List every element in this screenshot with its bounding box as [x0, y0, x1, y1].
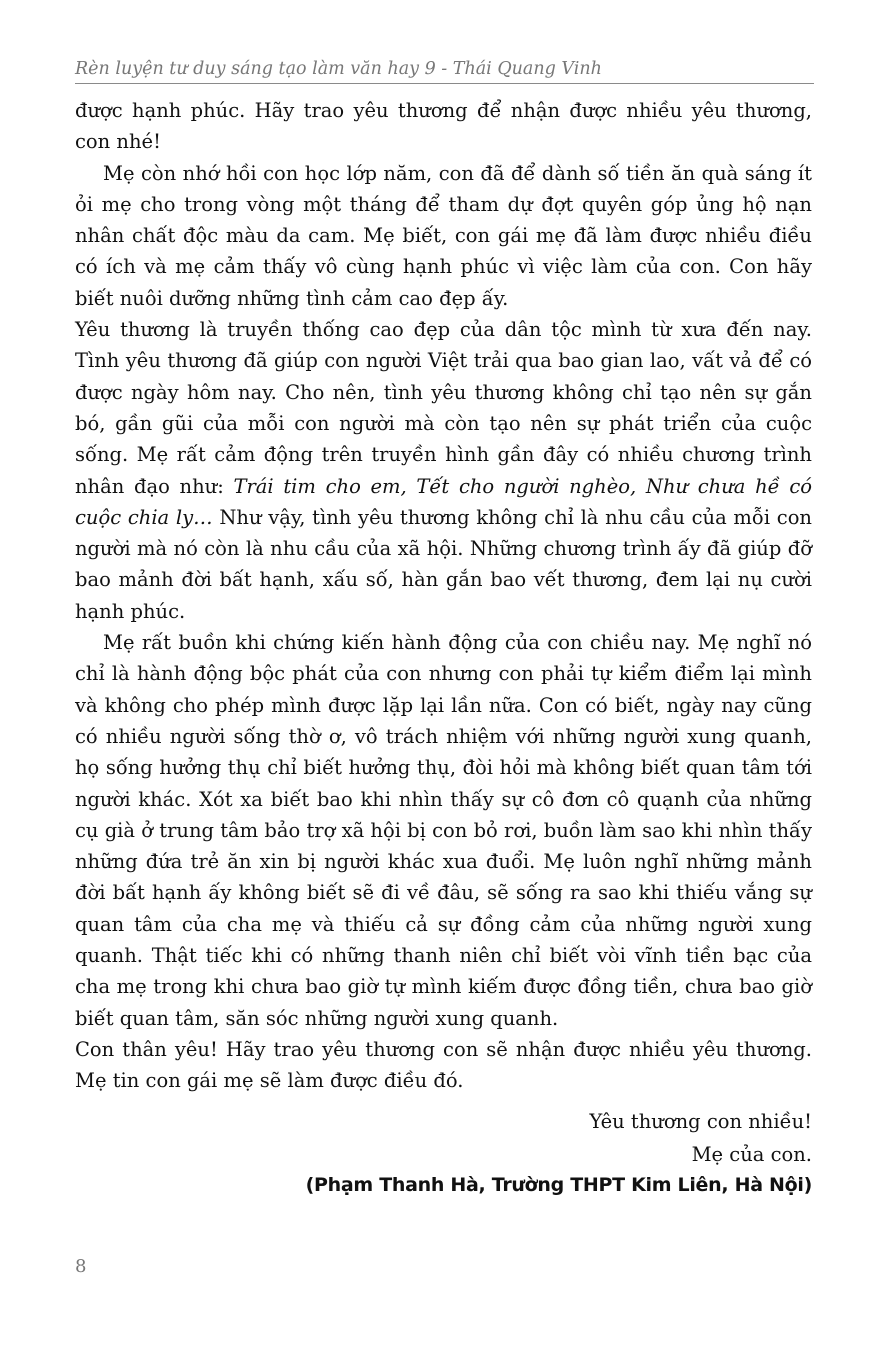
paragraph-2: Mẹ còn nhớ hồi con học lớp năm, con đã để dành số tiền ăn quà sáng ít ỏi mẹ cho trong vòng một tháng để tham dự đợt quyên góp ủng hộ nạn nhân chất độc màu da cam. Mẹ biết, con gái mẹ đã làm được nhiều điều có ích và mẹ cảm thấy vô cùng hạnh phúc vì việc làm của con. Con hãy biết nuôi dưỡng những tình cảm cao đẹp ấy. — [75, 161, 812, 310]
letter-body — [75, 95, 812, 1097]
header-rule — [75, 83, 814, 84]
paragraph-5: Con thân yêu! Hãy trao yêu thương con sẽ nhận được nhiều yêu thương. Mẹ tin con gái mẹ sẽ làm được điều đó. — [75, 1037, 812, 1093]
paragraph-3-text-a: Yêu thương là truyền thống cao đẹp của dân tộc mình từ xưa đến nay. Tình yêu thương đã giúp con người Việt trải qua bao gian lao, vất vả để có được ngày hôm nay. Cho nên, tình yêu thương không chỉ tạo nên sự gắn bó, gần gũi của mỗi con người mà còn tạo nên sự phát triển của cuộc sống. Mẹ rất cảm động trên truyền hình gần đây có nhiều chương trình nhân đạo như: — [75, 318, 812, 498]
letter-closing — [589, 1105, 812, 1171]
paragraph-4: Mẹ rất buồn khi chứng kiến hành động của con chiều nay. Mẹ nghĩ nó chỉ là hành động bộc phát của con nhưng con phải tự kiểm điểm lại mình và không cho phép mình được lặp lại lần nữa. Con có biết, ngày nay cũng có nhiều người sống thờ ơ, vô trách nhiệm với những người xung quanh, họ sống hưởng thụ chỉ biết hưởng thụ, đòi hỏi mà không biết quan tâm tới người khác. Xót xa biết bao khi nhìn thấy sự cô đơn cô quạnh của những cụ già ở trung tâm bảo trợ xã hội bị con bỏ rơi, buồn làm sao khi nhìn thấy những đứa trẻ ăn xin bị người khác xua đuổi. Mẹ luôn nghĩ những mảnh đời bất hạnh ấy không biết sẽ đi về đâu, sẽ sống ra sao khi thiếu vắng sự quan tâm của cha mẹ và thiếu cả sự đồng cảm của những người xung quanh. Thật tiếc khi có những thanh niên chỉ biết vòi vĩnh tiền bạc của cha mẹ trong khi chưa bao giờ tự mình kiếm được đồng tiền, chưa bao giờ biết quan tâm, săn sóc những người xung quanh. — [75, 631, 812, 1030]
closing-line-1: Yêu thương con nhiều! — [589, 1110, 812, 1133]
running-header: Rèn luyện tư duy sáng tạo làm văn hay 9 - Thái Quang Vinh — [75, 59, 602, 79]
program-titles: Trái tim cho em, Tết cho người nghèo, Như chưa hề có cuộc chia ly… — [75, 474, 812, 529]
paragraph-3-text-b: Như vậy, tình yêu thương không chỉ là nhu cầu của mỗi con người mà nó còn là nhu cầu của xã hội. Những chương trình ấy đã giúp đỡ bao mảnh đời bất hạnh, xấu số, hàn gắn bao vết thương, đem lại nụ cười hạnh phúc. — [75, 505, 812, 623]
page-number: 8 — [75, 1256, 87, 1277]
author-source: (Phạm Thanh Hà, Trường THPT Kim Liên, Hà Nội) — [305, 1174, 812, 1196]
paragraph-1: được hạnh phúc. Hãy trao yêu thương để nhận được nhiều yêu thương, con nhé! — [75, 99, 812, 154]
paragraph-3 — [75, 314, 812, 627]
closing-line-2: Mẹ của con. — [691, 1143, 812, 1166]
